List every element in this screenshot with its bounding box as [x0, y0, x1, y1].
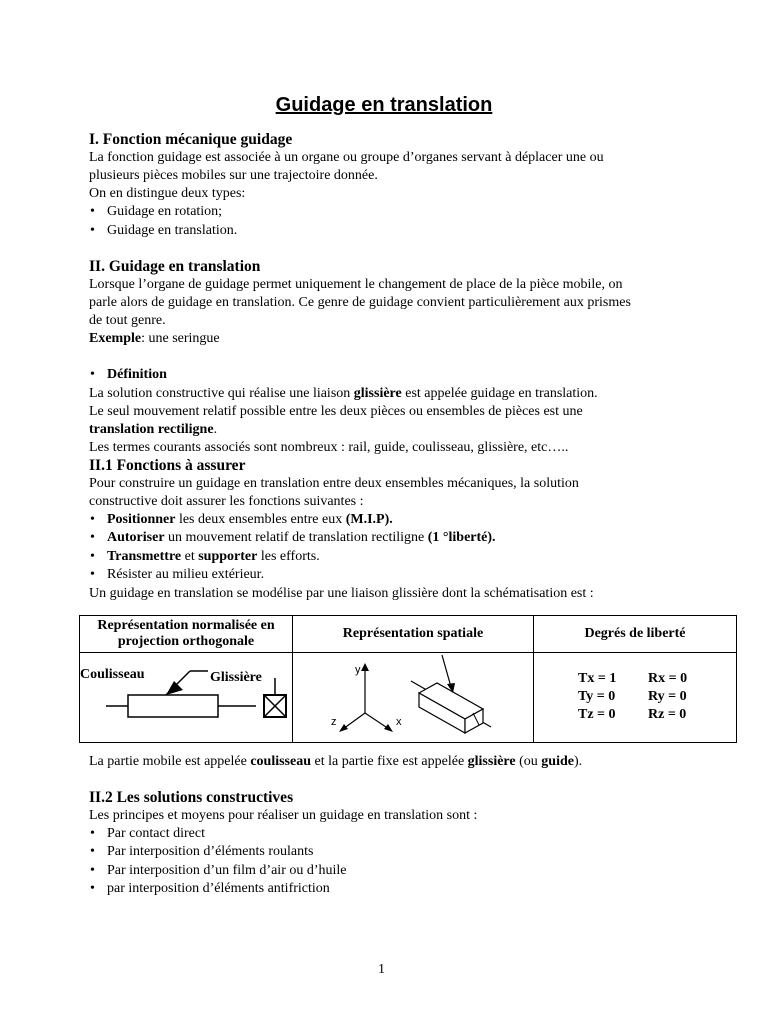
s2-def3: translation rectiligne.: [89, 421, 218, 437]
s22-line1: Les principes et moyens pour réaliser un guidage en translation sont :: [89, 807, 478, 823]
coulisseau-label: Coulisseau: [80, 666, 145, 682]
list-item: • Par interposition d’un film d’air ou d’huile: [89, 862, 649, 881]
list-item: • Autoriser un mouvement relatif de translation rectiligne (1 °liberté).: [89, 529, 649, 548]
dof-value: Rz = 0: [648, 707, 687, 722]
dof-value: Tz = 0: [578, 707, 616, 722]
table-header: Degrés de liberté: [534, 615, 737, 652]
definition-list: [89, 366, 649, 385]
glissiere-label: Glissière: [210, 669, 262, 685]
dof-value: Ty = 0: [578, 689, 616, 704]
dof-value: Tx = 1: [578, 671, 617, 686]
table-header: Représentation spatiale: [293, 615, 534, 652]
s2-def4: Les termes courants associés sont nombreux : rail, guide, coulisseau, glissière, etc…..: [89, 439, 569, 455]
dof-value: Rx = 0: [648, 671, 688, 686]
section-2-2-heading: II.2 Les solutions constructives: [89, 788, 294, 806]
s2-line2: parle alors de guidage en translation. Ce genre de guidage convient particulièrement aux prismes: [89, 295, 631, 310]
document-page: [80, 94, 688, 899]
degrees-of-freedom: [534, 652, 737, 742]
list-item: • Guidage en translation.: [89, 222, 649, 241]
s2-def1: La solution constructive qui réalise une liaison glissière est appelée guidage en translation.: [89, 385, 598, 401]
normalized-representation: [80, 652, 293, 742]
page-number: 1: [378, 962, 385, 977]
s21-line3: Un guidage en translation se modélise par une liaison glissière dont la schématisation est :: [89, 585, 594, 601]
after-table-text: La partie mobile est appelée coulisseau et la partie fixe est appelée glissière (ou guide).: [89, 753, 583, 769]
table-header: Représentation normalisée en projection orthogonale: [80, 615, 293, 652]
functions-list: [89, 511, 649, 585]
s2-line1: Lorsque l’organe de guidage permet uniquement le changement de place de la pièce mobile, on: [89, 277, 623, 292]
s2-example: Exemple: une seringue: [89, 331, 220, 346]
section-1-heading: I. Fonction mécanique guidage: [89, 131, 293, 148]
axis-y-label: y: [355, 663, 361, 676]
s1-list: [89, 203, 649, 240]
axis-z-label: z: [331, 715, 337, 728]
list-item: • Par contact direct: [89, 825, 649, 844]
list-item: • Positionner les deux ensembles entre eux (M.I.P).: [89, 511, 649, 530]
glissiere-symbol-diagram: [80, 653, 292, 737]
axis-x-label: x: [396, 715, 402, 728]
section-2-heading: II. Guidage en translation: [89, 258, 261, 275]
list-item: • Résister au milieu extérieur.: [89, 566, 649, 585]
section-2-1-heading: II.1 Fonctions à assurer: [89, 456, 246, 474]
list-item: • Guidage en rotation;: [89, 203, 649, 222]
s1-line1: La fonction guidage est associée à un organe ou groupe d’organes servant à déplacer une ou: [89, 150, 604, 165]
list-item: • Transmettre et supporter les efforts.: [89, 548, 649, 567]
list-item: • Par interposition d’éléments roulants: [89, 843, 649, 862]
dof-grid: [578, 670, 736, 724]
s21-line1: Pour construire un guidage en translation entre deux ensembles mécaniques, la solution: [89, 475, 579, 491]
solutions-list: [89, 825, 649, 899]
list-item: • par interposition d’éléments antifriction: [89, 880, 649, 899]
page-title: Guidage en translation: [275, 94, 493, 116]
s2-def2: Le seul mouvement relatif possible entre les deux pièces ou ensembles de pièces est une: [89, 403, 583, 419]
s1-line2: plusieurs pièces mobiles sur une trajectoire donnée.: [89, 168, 378, 183]
s2-line3: de tout genre.: [89, 313, 166, 328]
spatial-representation: [293, 652, 534, 742]
definition-label: • Définition: [89, 366, 649, 385]
schema-table: [79, 615, 737, 743]
dof-value: Ry = 0: [648, 689, 687, 704]
s21-line2: constructive doit assurer les fonctions suivantes :: [89, 493, 364, 509]
spatial-diagram: [293, 653, 533, 737]
s1-line3: On en distingue deux types:: [89, 186, 246, 201]
